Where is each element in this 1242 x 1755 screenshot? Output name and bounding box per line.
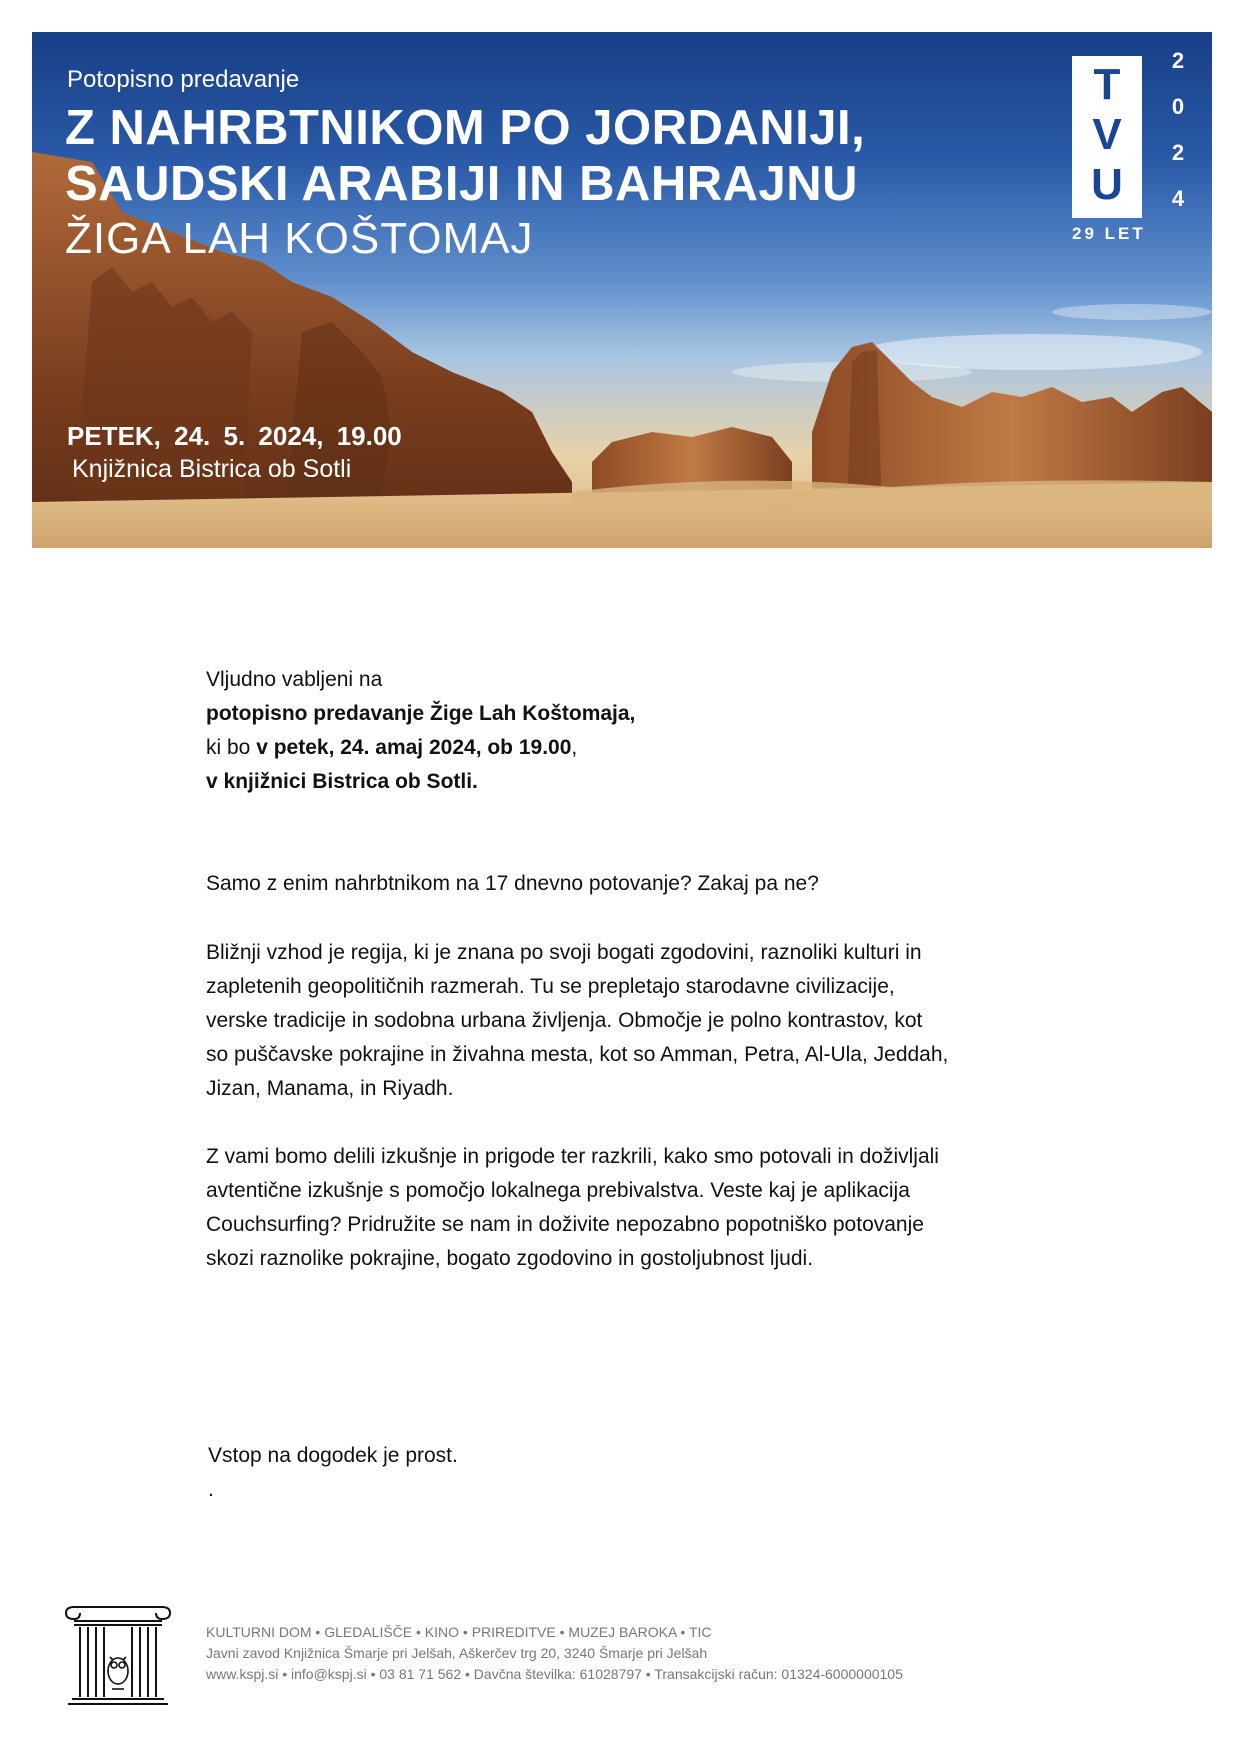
paragraph-line: Jizan, Manama, in Riyadh. [206,1077,454,1100]
year-digit: 4 [1171,186,1185,211]
question-text: Samo z enim nahrbtnikom na 17 dnevno potovanje? Zakaj pa ne? [206,872,819,895]
invitation-line1: Vljudno vabljeni na [206,668,383,691]
banner-author: ŽIGA LAH KOŠTOMAJ [65,214,534,263]
years-label: 29 LET [1072,224,1146,243]
invitation-block [206,663,635,799]
intro-question [206,867,1046,901]
entry-note [208,1439,458,1507]
entry-text: Vstop na dogodek je prost. [208,1444,458,1467]
invitation-line3 [206,731,635,765]
paragraph-line: zapletenih geopolitičnih razmerah. Tu se prepletajo starodavne civilizacije, [206,975,895,998]
year-digit: 2 [1171,48,1185,73]
kspj-column-logo-icon [60,1605,176,1707]
tvu-letter-u: U [1091,160,1123,209]
banner-title-line2: SAUDSKI ARABIJI IN BAHRAJNU [65,157,859,211]
tvu-letter-v: V [1092,110,1122,159]
paragraph-line: Couchsurfing? Pridružite se nam in doživite nepozabno popotniško potovanje [206,1213,924,1236]
banner-title [65,100,865,212]
paragraph-line: avtentične izkušnje s pomočjo lokalnega prebivalstva. Veste kaj je aplikacija [206,1179,910,1202]
trailing-dot: . [208,1478,214,1501]
paragraph-2 [206,1140,1046,1276]
banner-title-line1: Z NAHRBTNIKOM PO JORDANIJI, [65,101,866,155]
event-banner [32,32,1212,548]
banner-subtitle: Potopisno predavanje [67,66,300,93]
banner-place: Knjižnica Bistrica ob Sotli [72,455,352,483]
footer-services: KULTURNI DOM • GLEDALIŠČE • KINO • PRIREDITVE • MUZEJ BAROKA • TIC [206,1624,712,1640]
paragraph-line: Z vami bomo delili izkušnje in prigode ter razkrili, kako smo potovali in doživljali [206,1145,939,1168]
paragraph-line: Bližnji vzhod je regija, ki je znana po svoji bogati zgodovini, raznoliki kulturi in [206,941,922,964]
year-digit: 2 [1171,140,1185,165]
invitation-line4: v knjižnici Bistrica ob Sotli. [206,770,478,793]
invitation-line3-prefix: ki bo [206,736,257,759]
year-digit: 0 [1171,94,1185,119]
tvu-logo-box [1072,56,1142,218]
banner-date-time: PETEK, 24. 5. 2024, 19.00 [67,421,402,451]
tvu-letter-t: T [1093,60,1121,109]
footer-contacts: www.kspj.si • info@kspj.si • 03 81 71 562 • Davčna številka: 61028797 • Transakcijski račun: 01324-6000000105 [206,1666,903,1682]
paragraph-1 [206,936,1046,1106]
invitation-line2: potopisno predavanje Žige Lah Koštomaja, [206,702,636,725]
footer [206,1622,903,1685]
paragraph-line: so puščavske pokrajine in živahna mesta, kot so Amman, Petra, Al-Ula, Jeddah, [206,1043,949,1066]
paragraph-line: verske tradicije in sodobna urbana življenja. Območje je polno kontrastov, kot [206,1009,923,1032]
invitation-date: v petek, 24. amaj 2024, ob 19.00 [256,736,572,759]
paragraph-line: skozi raznolike pokrajine, bogato zgodovino in gostoljubnost ljudi. [206,1247,814,1270]
footer-address: Javni zavod Knjižnica Šmarje pri Jelšah, Aškerčev trg 20, 3240 Šmarje pri Jelšah [206,1645,708,1661]
invitation-line3-suffix: , [571,736,578,759]
